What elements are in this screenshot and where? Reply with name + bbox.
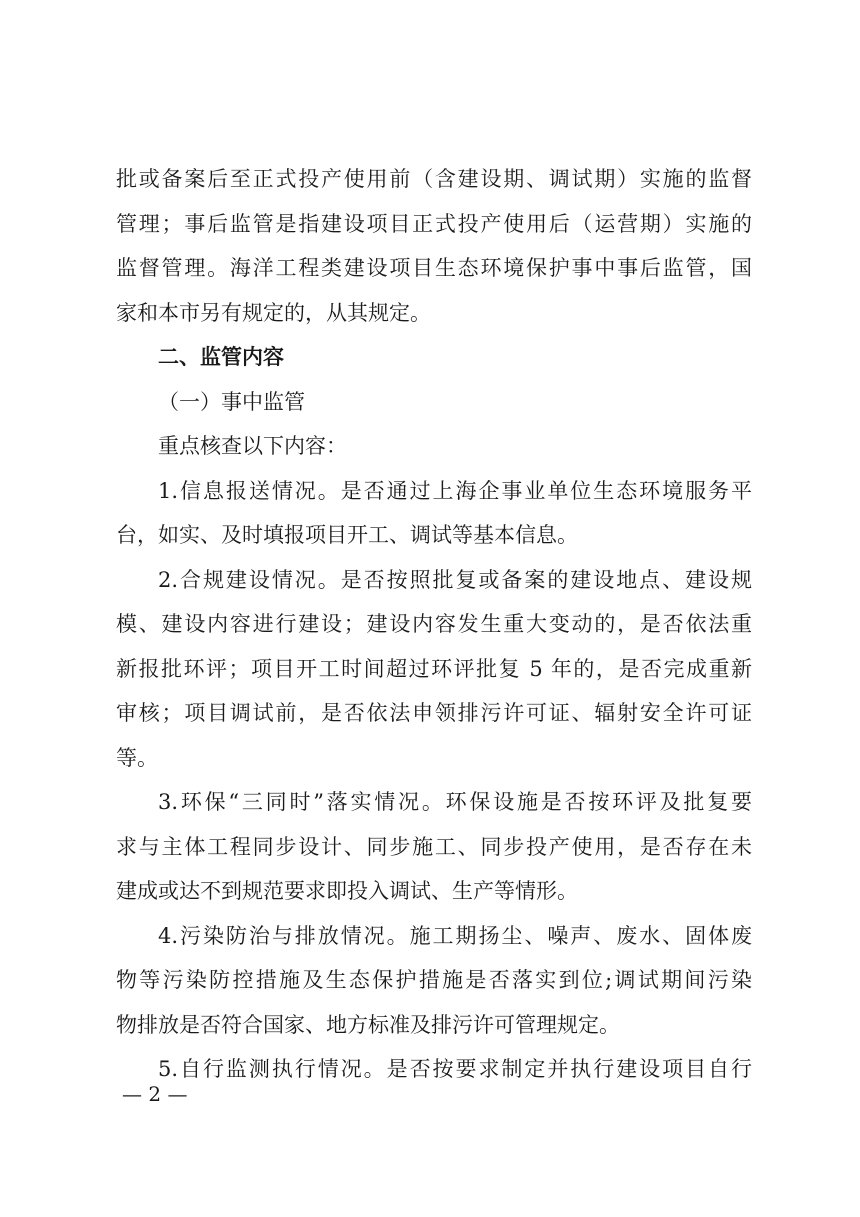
list-item-line: 建成或达不到规范要求即投入调试、生产等情形。 [116, 879, 578, 903]
subsection-heading: （一）事中监管 [158, 389, 305, 414]
page-number: — 2 — [122, 1082, 188, 1106]
paragraph-line: 重点核查以下内容： [158, 434, 347, 458]
list-item-line: 4.污染防治与排放情况。施工期扬尘、噪声、废水、固体废 [158, 923, 752, 948]
list-item-line: 3.环保“三同时”落实情况。环保设施是否按环评及批复要 [158, 790, 752, 814]
list-item-line: 等。 [116, 745, 158, 770]
section-heading: 二、监管内容 [158, 345, 284, 369]
paragraph-line: 监督管理。海洋工程类建设项目生态环境保护事中事后监管，国 [116, 256, 752, 280]
paragraph-line: 批或备案后至正式投产使用前（含建设期、调试期）实施的监督 [116, 167, 752, 191]
list-item-line: 新报批环评；项目开工时间超过环评批复 5 年的，是否完成重新 [116, 656, 752, 681]
list-item-line: 台，如实、及时填报项目开工、调试等基本信息。 [116, 523, 578, 547]
list-item-line: 1.信息报送情况。是否通过上海企事业单位生态环境服务平 [158, 478, 752, 503]
list-item-line: 模、建设内容进行建设；建设内容发生重大变动的，是否依法重 [116, 612, 752, 636]
list-item-line: 2.合规建设情况。是否按照批复或备案的建设地点、建设规 [158, 567, 752, 592]
paragraph-line: 管理；事后监管是指建设项目正式投产使用后（运营期）实施的 [116, 211, 752, 236]
paragraph-line: 家和本市另有规定的，从其规定。 [116, 300, 431, 325]
document-body [116, 157, 752, 1092]
list-item-line: 求与主体工程同步设计、同步施工、同步投产使用，是否存在未 [116, 834, 752, 859]
list-item-line: 5.自行监测执行情况。是否按要求制定并执行建设项目自行 [158, 1057, 752, 1081]
list-item-line: 物排放是否符合国家、地方标准及排污许可管理规定。 [116, 1012, 620, 1037]
list-item-line: 物等污染防控措施及生态保护措施是否落实到位;调试期间污染 [116, 968, 752, 992]
list-item-line: 审核；项目调试前，是否依法申领排污许可证、辐射安全许可证 [116, 701, 752, 725]
